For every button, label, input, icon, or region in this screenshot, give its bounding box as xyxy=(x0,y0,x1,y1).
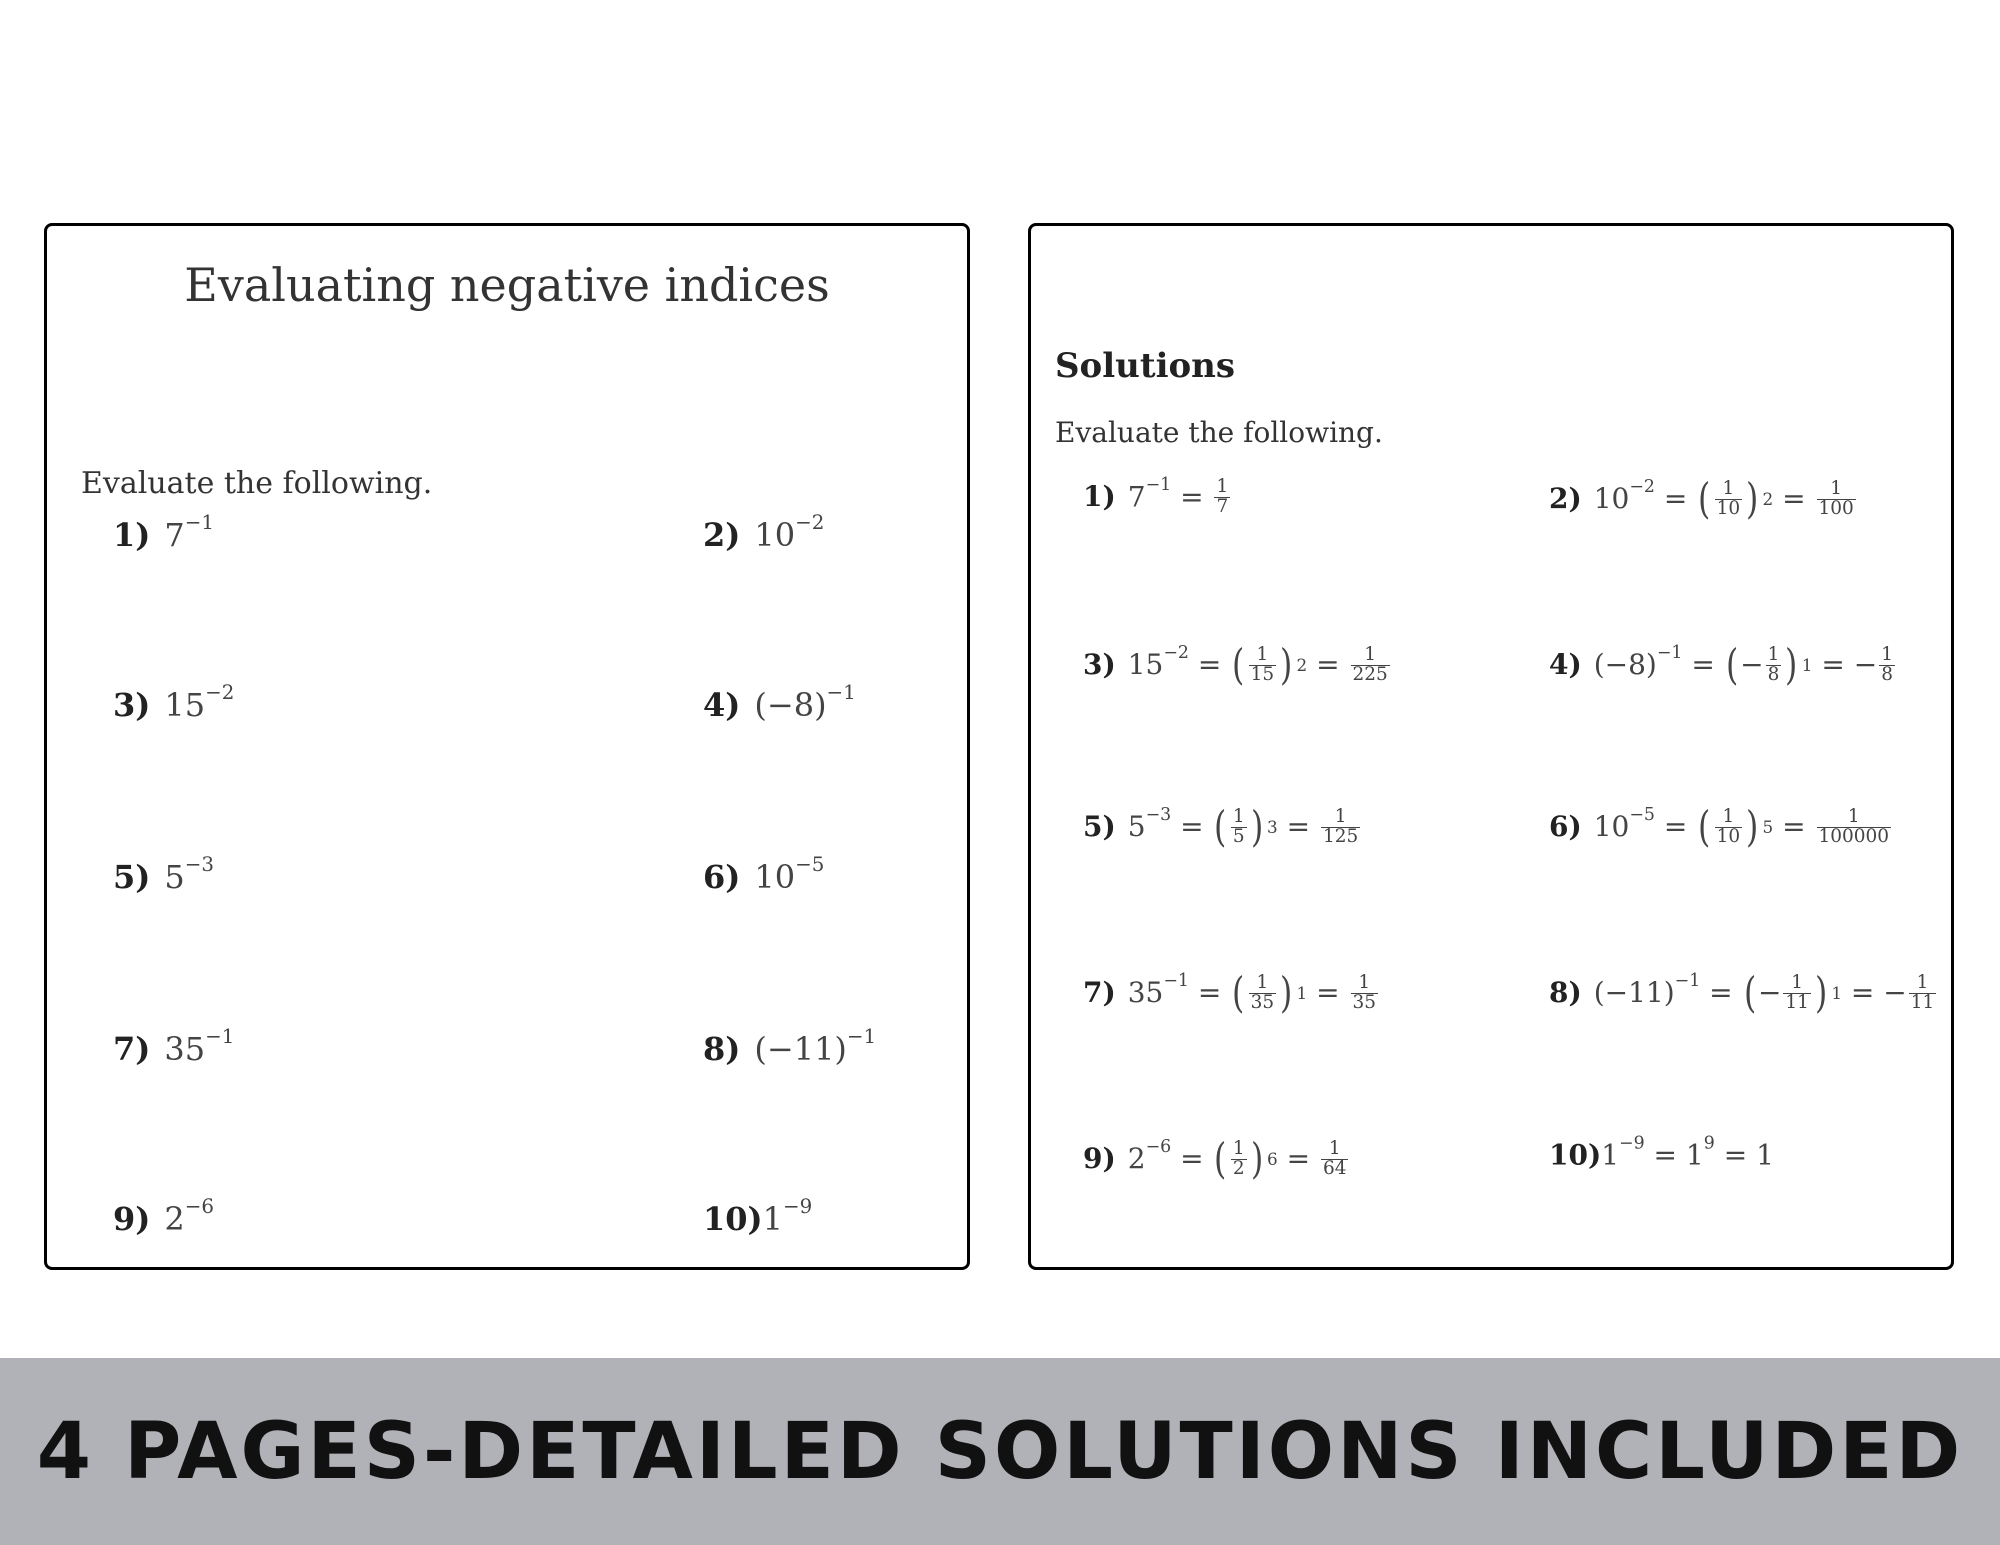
solution-10: $10)1^{-9} = 1^9 = 1$ xyxy=(1549,1133,1774,1172)
worksheet-page xyxy=(44,223,970,1270)
question-6: 6) $10^{-5}$ xyxy=(703,853,825,896)
question-2: 2) $10^{-2}$ xyxy=(703,511,825,554)
question-3: 3) $15^{-2}$ xyxy=(113,681,235,724)
question-10: $10)1^{-9}$ xyxy=(703,1195,813,1238)
worksheet-instruction: Evaluate the following. xyxy=(81,466,433,501)
solution-4: 4) $(-8)^{-1}$ = ( − $\frac{1}{8}$ ) 1 = − $\frac{1}{8}$ xyxy=(1549,640,1893,689)
promo-banner xyxy=(0,1358,2000,1545)
solutions-page xyxy=(1028,223,1954,1270)
solution-6: 6) $10^{-5}$ = ( $\frac{1}{10}$ ) 5 = $\frac{1}{100000}$ xyxy=(1549,802,1890,851)
worksheet-title: Evaluating negative indices xyxy=(184,258,830,312)
solution-2: 2) $10^{-2}$ = ( $\frac{1}{10}$ ) 2 = $\frac{1}{100}$ xyxy=(1549,474,1854,523)
solutions-heading: Solutions xyxy=(1055,346,1236,386)
solutions-instruction: Evaluate the following. xyxy=(1055,416,1383,449)
question-7: 7) $35^{-1}$ xyxy=(113,1025,235,1068)
solution-3: 3) $15^{-2}$ = ( $\frac{1}{15}$ ) 2 = $\frac{1}{225}$ xyxy=(1083,640,1388,689)
question-1: 1) $7^{-1}$ xyxy=(113,511,214,554)
solution-7: 7) $35^{-1}$ = ( $\frac{1}{35}$ ) 1 = $\frac{1}{35}$ xyxy=(1083,968,1377,1017)
question-5: 5) $5^{-3}$ xyxy=(113,853,214,896)
solution-9: 9) $2^{-6}$ = ( $\frac{1}{2}$ ) 6 = $\frac{1}{64}$ xyxy=(1083,1134,1347,1183)
solution-8: 8) $(-11)^{-1}$ = ( − $\frac{1}{11}$ ) 1 = − $\frac{1}{11}$ xyxy=(1549,968,1935,1017)
question-8: 8) $(-11)^{-1}$ xyxy=(703,1025,877,1068)
question-4: 4) $(-8)^{-1}$ xyxy=(703,681,856,724)
banner-text: 4 PAGES-DETAILED SOLUTIONS INCLUDED xyxy=(36,1406,1964,1497)
solution-1: 1) $7^{-1}$ = $\frac{1}{7}$ xyxy=(1083,475,1229,517)
solution-5: 5) $5^{-3}$ = ( $\frac{1}{5}$ ) 3 = $\frac{1}{125}$ xyxy=(1083,802,1359,851)
question-9: 9) $2^{-6}$ xyxy=(113,1195,214,1238)
